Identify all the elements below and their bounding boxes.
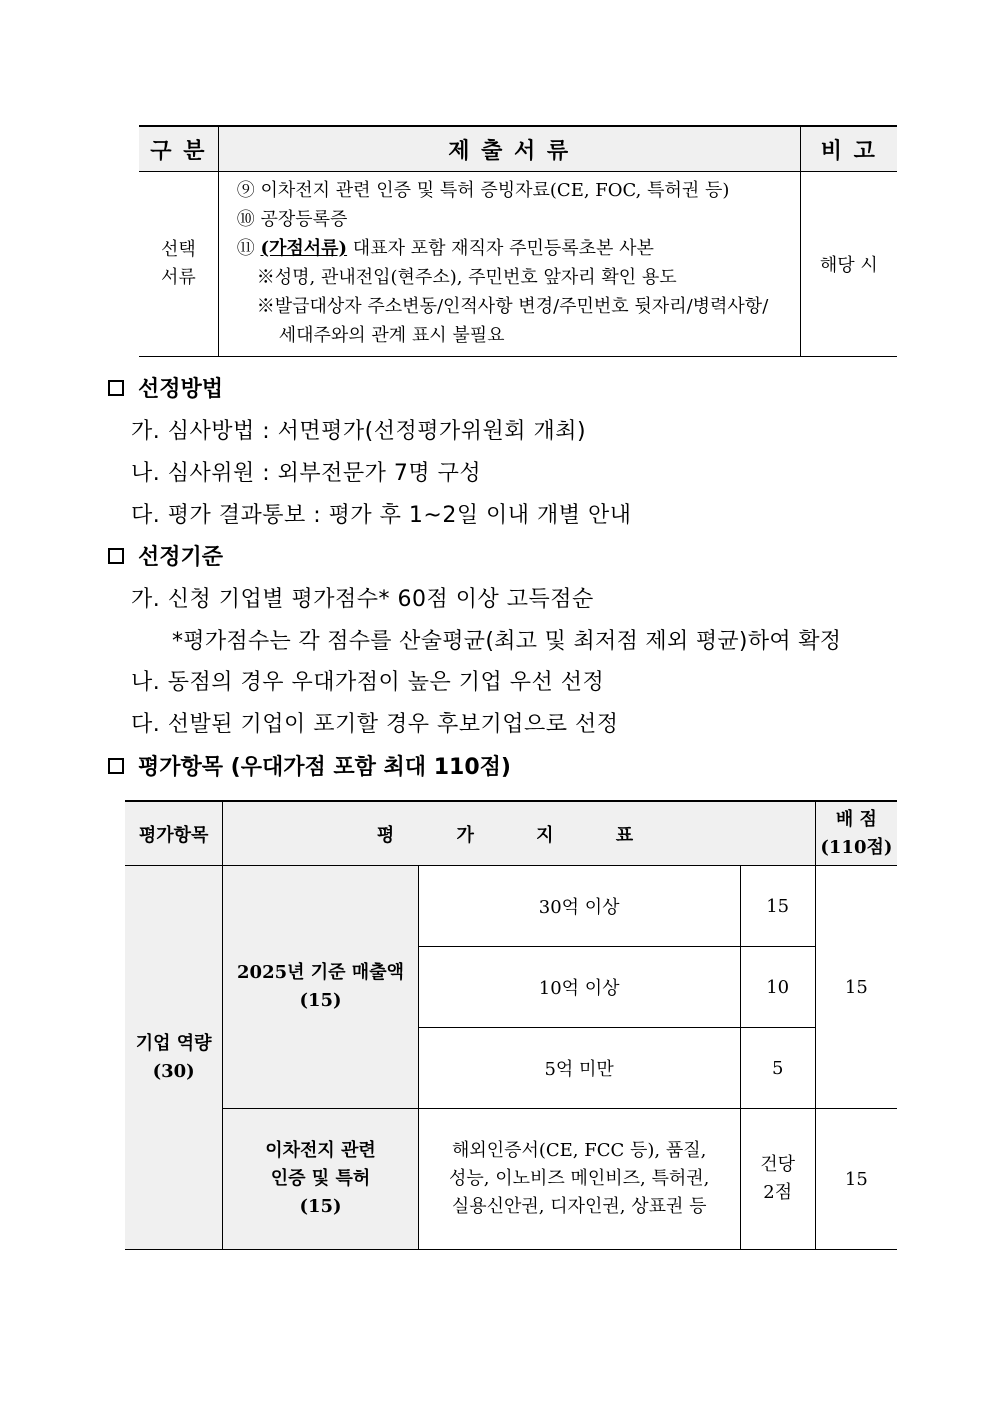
header-score-line: (110점) bbox=[820, 836, 893, 858]
header-remark: 비 고 bbox=[800, 126, 897, 172]
section-selection-criteria bbox=[108, 540, 223, 571]
group-label-line: 기업 역량 bbox=[135, 1032, 212, 1054]
cert-criterion-line: 실용신안권, 디자인권, 상표권 등 bbox=[451, 1196, 707, 1217]
sales-label-line: (15) bbox=[299, 990, 342, 1011]
section-selection-method bbox=[108, 372, 223, 403]
evaluation-table bbox=[125, 800, 897, 1250]
item11-rest: 대표자 포함 재직자 주민등록초본 사본 bbox=[347, 238, 654, 259]
checkbox-square-icon bbox=[108, 548, 124, 564]
documents-table-header bbox=[139, 126, 897, 172]
section-title: 선정방법 bbox=[138, 377, 224, 402]
sales-label-line: 2025년 기준 매출액 bbox=[237, 962, 404, 983]
cert-label-line: 이차전지 관련 bbox=[265, 1140, 376, 1161]
document-note: 세대주와의 관계 표시 불필요 bbox=[278, 325, 505, 346]
section-evaluation-items bbox=[108, 750, 511, 781]
category-line: 서류 bbox=[160, 267, 196, 288]
cert-criterion-line: 해외인증서(CE, FCC 등), 품질, bbox=[451, 1140, 707, 1161]
sales-total: 15 bbox=[815, 866, 897, 1109]
remark-cell: 해당 시 bbox=[800, 172, 897, 357]
category-cell bbox=[139, 172, 218, 357]
category-line: 선택 bbox=[160, 239, 196, 260]
document-item-9: ⑨ 이차전지 관련 인증 및 특허 증빙자료(CE, FOC, 특허권 등) bbox=[236, 180, 730, 201]
document-item-10: ⑩ 공장등록증 bbox=[236, 209, 348, 230]
documents-table bbox=[139, 125, 897, 357]
sales-points: 10 bbox=[740, 947, 815, 1028]
document-note: ※발급대상자 주소변동/인적사항 변경/주민번호 뒷자리/병력사항/ bbox=[256, 296, 769, 317]
cert-criterion bbox=[418, 1109, 740, 1250]
documents-table-row bbox=[139, 172, 897, 357]
table-row bbox=[125, 1109, 897, 1250]
header-documents: 제 출 서 류 bbox=[218, 126, 800, 172]
document-list-cell bbox=[218, 172, 800, 357]
sales-points: 15 bbox=[740, 866, 815, 947]
sales-criterion: 30억 이상 bbox=[418, 866, 740, 947]
checkbox-square-icon bbox=[108, 380, 124, 396]
cert-points bbox=[740, 1109, 815, 1250]
item11-prefix: ⑪ bbox=[236, 238, 261, 259]
sales-label-cell bbox=[223, 866, 419, 1109]
sales-criterion: 5억 미만 bbox=[418, 1028, 740, 1109]
method-item: 나. 심사위원 : 외부전문가 7명 구성 bbox=[131, 461, 482, 486]
criteria-note: *평가점수는 각 점수를 산술평균(최고 및 최저점 제외 평균)하여 확정 bbox=[172, 629, 842, 654]
method-item: 다. 평가 결과통보 : 평가 후 1~2일 이내 개별 안내 bbox=[131, 503, 632, 528]
header-category: 구 분 bbox=[139, 126, 218, 172]
header-score-line: 배 점 bbox=[835, 808, 877, 830]
cert-points-line: 2점 bbox=[763, 1182, 793, 1203]
section-title: 선정기준 bbox=[138, 545, 224, 570]
cert-label-cell bbox=[223, 1109, 419, 1250]
method-item: 가. 심사방법 : 서면평가(선정평가위원회 개최) bbox=[131, 419, 587, 444]
section-title: 평가항목 (우대가점 포함 최대 110점) bbox=[138, 755, 511, 780]
sales-points: 5 bbox=[740, 1028, 815, 1109]
cert-label-line: (15) bbox=[299, 1196, 342, 1217]
cert-criterion-line: 성능, 이노비즈 메인비즈, 특허권, bbox=[448, 1168, 710, 1189]
header-evaluation-item: 평가항목 bbox=[125, 801, 223, 866]
checkbox-square-icon bbox=[108, 758, 124, 774]
group-company-capability bbox=[125, 866, 223, 1250]
sales-criterion: 10억 이상 bbox=[418, 947, 740, 1028]
criteria-item: 다. 선발된 기업이 포기할 경우 후보기업으로 선정 bbox=[131, 712, 619, 737]
evaluation-table-header bbox=[125, 801, 897, 866]
document-note: ※성명, 관내전입(현주소), 주민번호 앞자리 확인 용도 bbox=[256, 267, 677, 288]
cert-label-line: 인증 및 특허 bbox=[270, 1168, 371, 1189]
cert-points-line: 건당 bbox=[760, 1154, 796, 1175]
header-evaluation-index bbox=[223, 801, 816, 866]
header-evaluation-index-text: 평 가 지 표 bbox=[376, 824, 662, 846]
cert-total: 15 bbox=[815, 1109, 897, 1250]
criteria-item: 나. 동점의 경우 우대가점이 높은 기업 우선 선정 bbox=[131, 670, 605, 695]
criteria-item: 가. 신청 기업별 평가점수* 60점 이상 고득점순 bbox=[131, 587, 594, 612]
document-item-11 bbox=[227, 234, 792, 263]
group-label-line: (30) bbox=[152, 1060, 195, 1082]
bonus-documents-label: (가점서류) bbox=[260, 238, 348, 259]
header-score bbox=[815, 801, 897, 866]
table-row bbox=[125, 866, 897, 947]
